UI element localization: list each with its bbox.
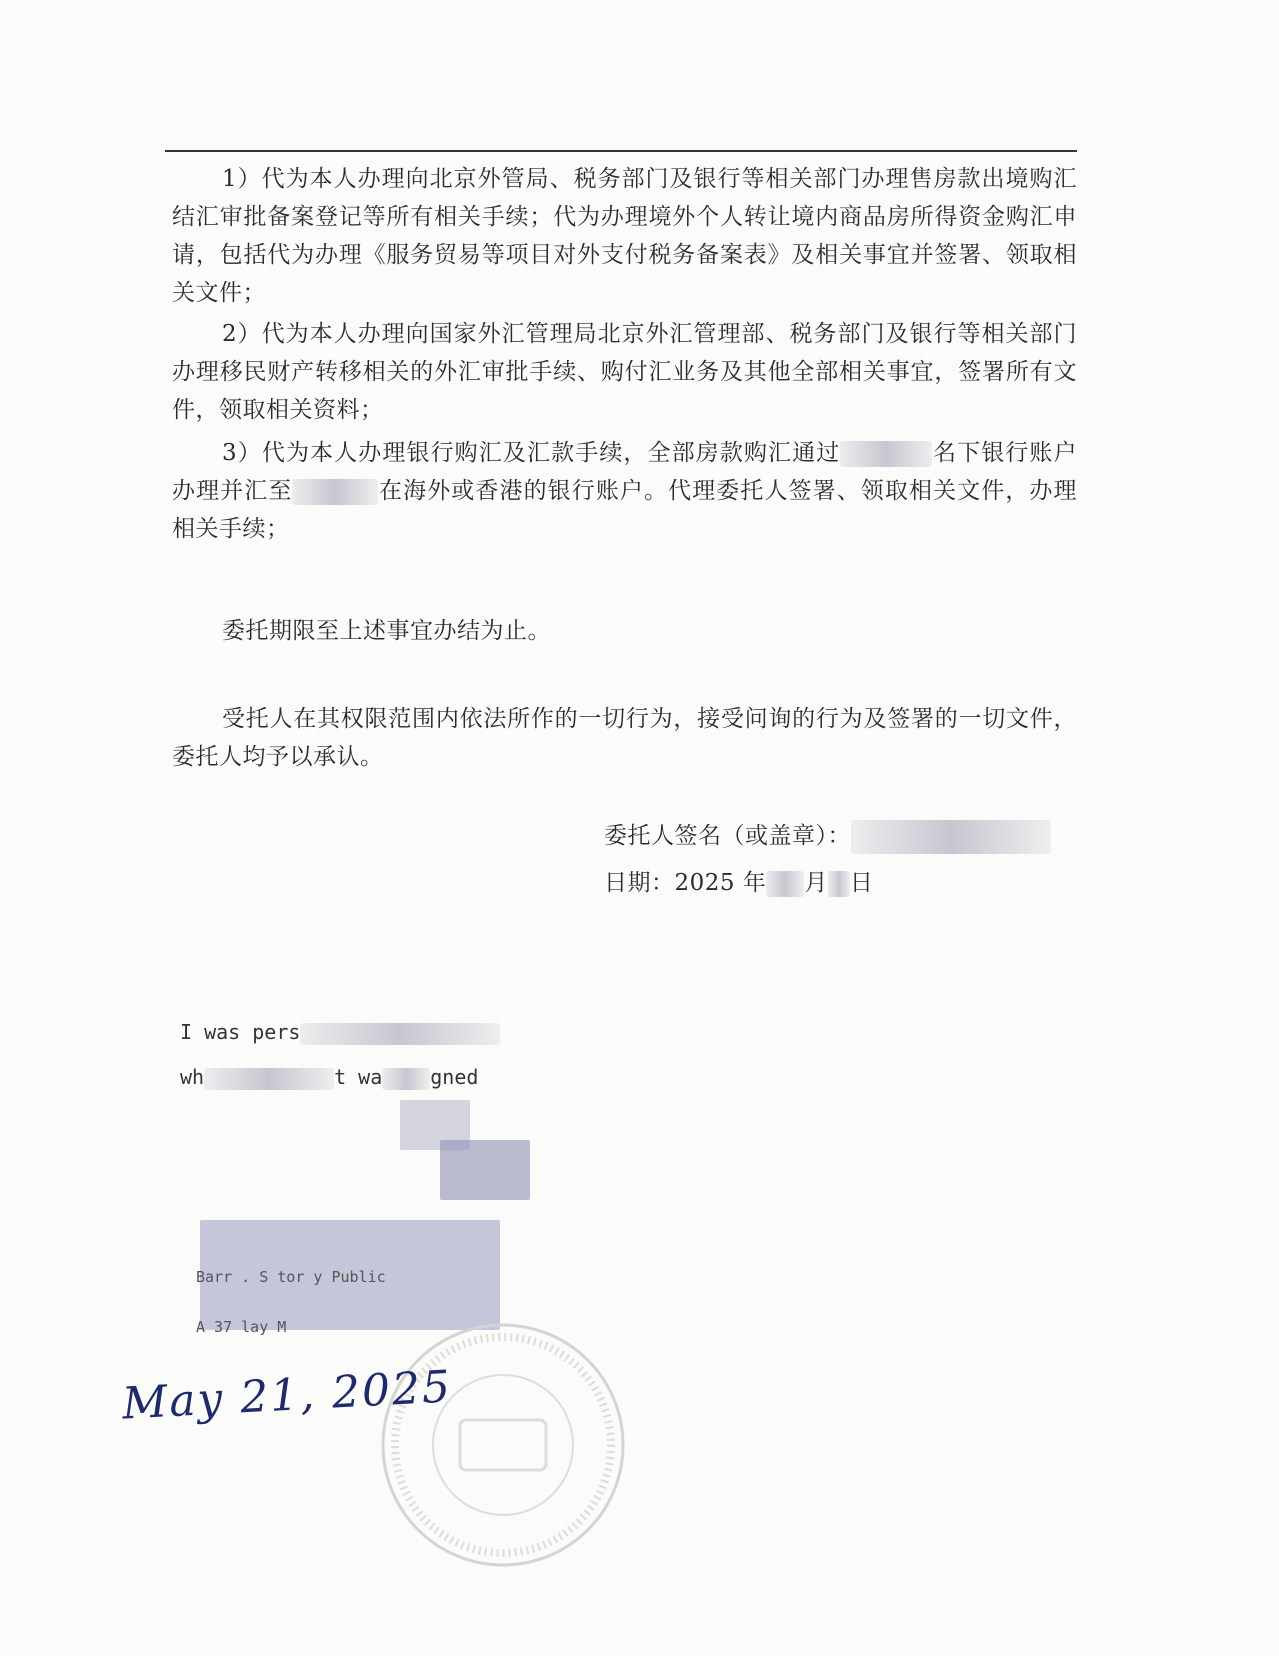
notary-statement-line-1: I was pers — [180, 1020, 500, 1045]
redacted-day — [828, 871, 850, 897]
signature-line — [604, 817, 1051, 855]
redacted-notary-text-2 — [204, 1068, 334, 1090]
item-1: 1）代为本人办理向北京外管局、税务部门及银行等相关部门办理售房款出境购汇结汇审批备案登记等所有相关手续；代为办理境外个人转让境内商品房所得资金购汇申请，包括代为办理《服务贸易等项目对外支付税务备案表》及相关事宜并签署、领取相关文件； — [172, 166, 1077, 306]
redacted-notary-text-3 — [382, 1068, 430, 1090]
item-2: 2）代为本人办理向国家外汇管理局北京外汇管理部、税务部门及银行等相关部门办理移民财产转移相关的外汇审批手续、购付汇业务及其他全部相关事宜，签署所有文件，领取相关资料； — [172, 321, 1077, 423]
signature-label: 委托人签名（或盖章）： — [604, 823, 851, 849]
redacted-name-1 — [840, 441, 932, 467]
redacted-month — [766, 871, 804, 897]
embossed-seal-icon — [378, 1320, 628, 1570]
acknowledgement-clause: 受托人在其权限范围内依法所作的一切行为，接受问询的行为及签署的一切文件，委托人均予以承认。 — [172, 706, 1077, 770]
notary-statement-line-2: wh t wa gned — [180, 1065, 479, 1089]
redacted-name-2 — [292, 479, 378, 505]
redacted-notary-signature-2 — [440, 1140, 530, 1200]
item-3-part2: 名下银行账户办理并汇至 — [172, 440, 1078, 504]
handwritten-date: May 21, 2025 — [120, 1361, 454, 1430]
term-clause: 委托期限至上述事宜办结为止。 — [222, 618, 551, 644]
item-3-part3: 在海外或香港的银行账户。代理委托人签署、领取相关文件，办理相关手续； — [172, 478, 1078, 542]
top-rule — [165, 150, 1077, 152]
date-line — [604, 864, 873, 902]
item-3-part1: 3）代为本人办理银行购汇及汇款手续，全部房款购汇通过 — [222, 440, 841, 466]
redacted-signature — [851, 820, 1051, 854]
date-month: 月 — [804, 870, 828, 896]
item-3 — [172, 434, 1077, 548]
notary-address-fragment: A 37 lay M — [196, 1318, 287, 1336]
date-day: 日 — [849, 870, 874, 896]
redacted-notary-text-1 — [300, 1023, 500, 1045]
date-prefix: 日期：2025 年 — [604, 870, 767, 896]
notary-title-fragment: Barr . S tor y Public — [196, 1268, 386, 1286]
